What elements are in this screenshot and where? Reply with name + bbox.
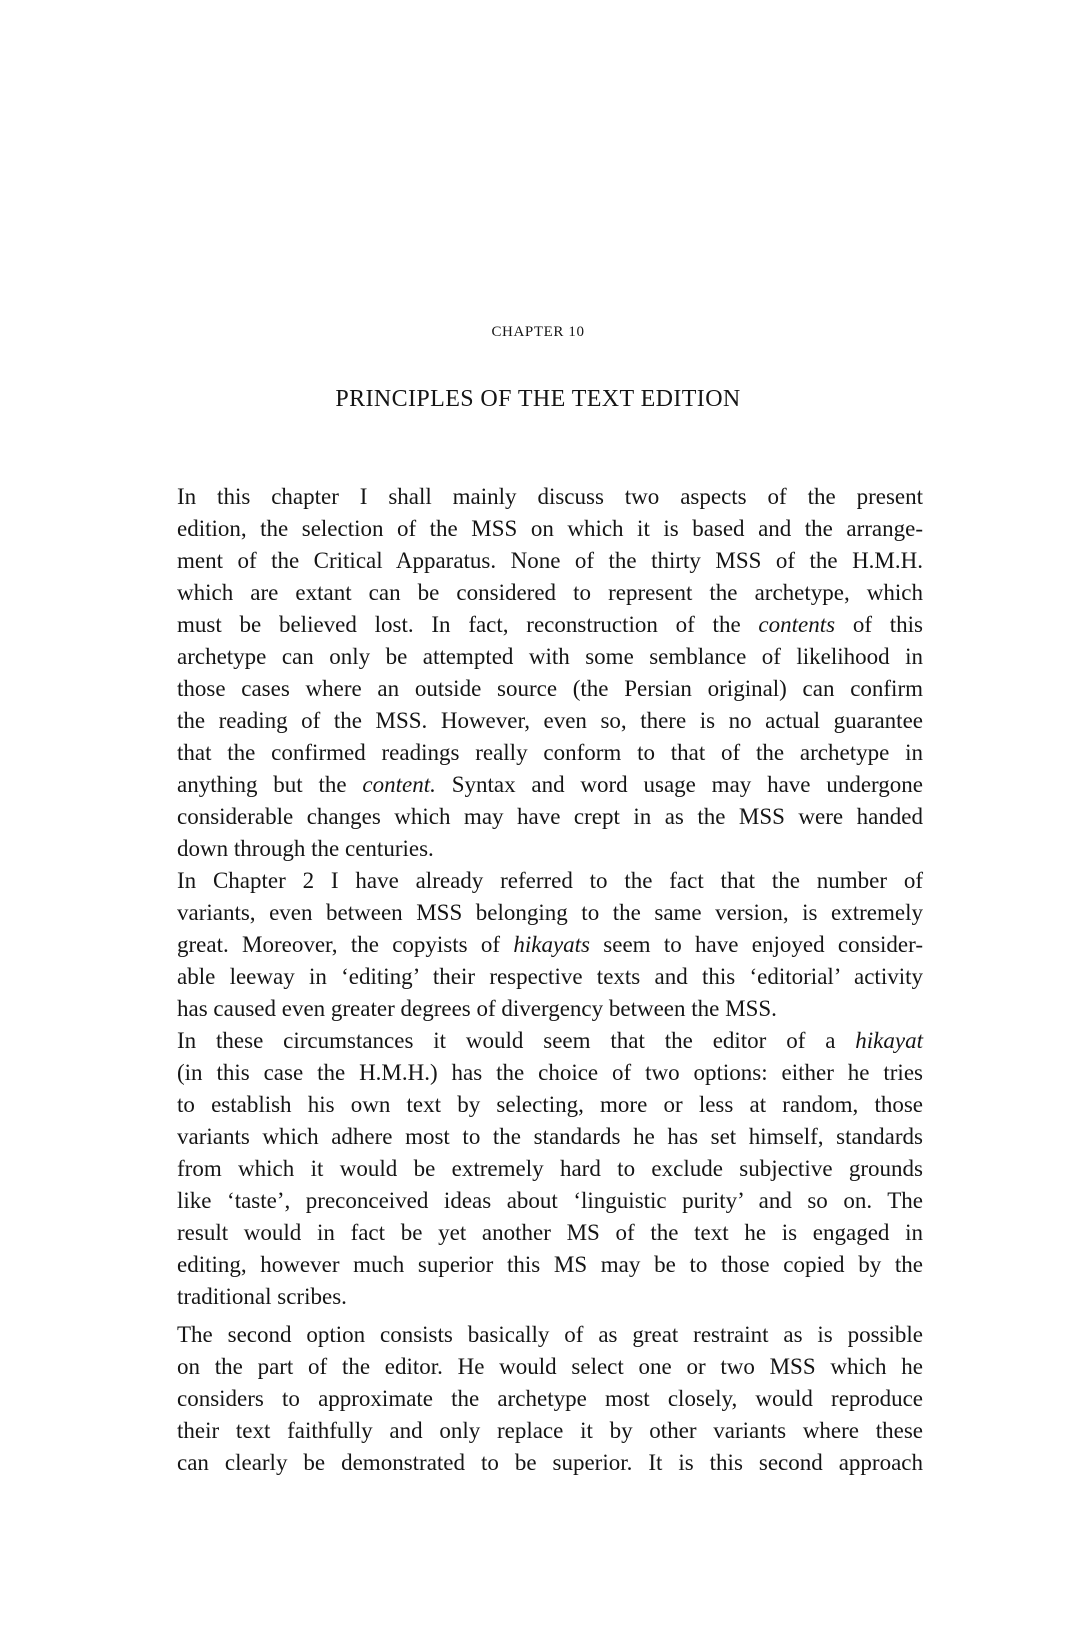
- text-segment: seem to have enjoyed consider-: [590, 932, 923, 957]
- text-line: [177, 1217, 923, 1249]
- text-segment: traditional scribes.: [177, 1284, 347, 1309]
- text-segment: the reading of the MSS. However, even so, there is no actual guarantee: [177, 708, 923, 733]
- text-line: [177, 1319, 923, 1351]
- text-segment: considerable changes which may have crept in as the MSS were handed: [177, 804, 923, 829]
- text-line: [177, 1121, 923, 1153]
- text-segment: edition, the selection of the MSS on which it is based and the arrange-: [177, 516, 923, 541]
- text-segment: which are extant can be considered to represent the archetype, which: [177, 580, 923, 605]
- text-segment: has caused even greater degrees of divergency between the MSS.: [177, 996, 777, 1021]
- text-line: [177, 1415, 923, 1447]
- text-line: [177, 609, 923, 641]
- italic-term: contents: [758, 612, 836, 637]
- text-line: [177, 1057, 923, 1089]
- text-segment: from which it would be extremely hard to exclude subjective grounds: [177, 1156, 923, 1181]
- text-segment: down through the centuries.: [177, 836, 434, 861]
- text-line: [177, 833, 923, 865]
- text-segment: to establish his own text by selecting, more or less at random, those: [177, 1092, 923, 1117]
- text-segment: editing, however much superior this MS may be to those copied by the: [177, 1252, 923, 1277]
- text-line: [177, 1447, 923, 1479]
- chapter-title: PRINCIPLES OF THE TEXT EDITION: [335, 386, 741, 412]
- text-line: [177, 801, 923, 833]
- text-line: [177, 961, 923, 993]
- text-line: [177, 705, 923, 737]
- text-line: [177, 929, 923, 961]
- paragraph: [177, 865, 923, 1025]
- paragraph: [177, 1319, 923, 1479]
- text-segment: able leeway in ‘editing’ their respective texts and this ‘editorial’ activity: [177, 964, 923, 989]
- chapter-number: CHAPTER 10: [491, 324, 585, 340]
- text-line: [177, 577, 923, 609]
- text-segment: archetype can only be attempted with some semblance of likelihood in: [177, 644, 923, 669]
- text-segment: In this chapter I shall mainly discuss two aspects of the present: [177, 484, 923, 509]
- text-line: [177, 513, 923, 545]
- text-line: [177, 769, 923, 801]
- text-segment: those cases where an outside source (the Persian original) can confirm: [177, 676, 923, 701]
- text-line: [177, 545, 923, 577]
- text-segment: considers to approximate the archetype most closely, would reproduce: [177, 1386, 923, 1411]
- italic-term: hikayat: [855, 1028, 923, 1053]
- text-line: [177, 1185, 923, 1217]
- chapter-body: [177, 481, 923, 1479]
- text-line: [177, 865, 923, 897]
- text-segment: anything but the: [177, 772, 363, 797]
- text-line: [177, 1249, 923, 1281]
- paragraph: [177, 1025, 923, 1313]
- text-segment: on the part of the editor. He would select one or two MSS which he: [177, 1354, 923, 1379]
- paragraph: [177, 481, 923, 865]
- text-line: [177, 1025, 923, 1057]
- text-segment: The second option consists basically of as great restraint as is possible: [177, 1322, 923, 1347]
- text-line: [177, 737, 923, 769]
- text-line: [177, 993, 923, 1025]
- text-segment: of this: [835, 612, 923, 637]
- text-line: [177, 1383, 923, 1415]
- text-segment: that the confirmed readings really conform to that of the archetype in: [177, 740, 923, 765]
- text-segment: great. Moreover, the copyists of: [177, 932, 514, 957]
- text-line: [177, 1281, 923, 1313]
- italic-term: hikayats: [513, 932, 591, 957]
- text-segment: must be believed lost. In fact, reconstruction of the: [177, 612, 759, 637]
- text-segment: their text faithfully and only replace it by other variants where these: [177, 1418, 923, 1443]
- text-segment: like ‘taste’, preconceived ideas about ‘linguistic purity’ and so on. The: [177, 1188, 923, 1213]
- text-line: [177, 673, 923, 705]
- text-line: [177, 1153, 923, 1185]
- text-line: [177, 897, 923, 929]
- text-segment: variants which adhere most to the standards he has set himself, standards: [177, 1124, 923, 1149]
- text-segment: variants, even between MSS belonging to the same version, is extremely: [177, 900, 923, 925]
- text-segment: In Chapter 2 I have already referred to the fact that the number of: [177, 868, 923, 893]
- text-segment: can clearly be demonstrated to be superior. It is this second approach: [177, 1450, 923, 1475]
- text-segment: Syntax and word usage may have undergone: [435, 772, 923, 797]
- text-line: [177, 641, 923, 673]
- text-segment: ment of the Critical Apparatus. None of the thirty MSS of the H.M.H.: [177, 548, 923, 573]
- text-segment: (in this case the H.M.H.) has the choice of two options: either he tries: [177, 1060, 923, 1085]
- text-segment: result would in fact be yet another MS of the text he is engaged in: [177, 1220, 923, 1245]
- italic-term: content.: [362, 772, 436, 797]
- text-line: [177, 481, 923, 513]
- text-segment: In these circumstances it would seem that the editor of a: [177, 1028, 856, 1053]
- text-line: [177, 1351, 923, 1383]
- text-line: [177, 1089, 923, 1121]
